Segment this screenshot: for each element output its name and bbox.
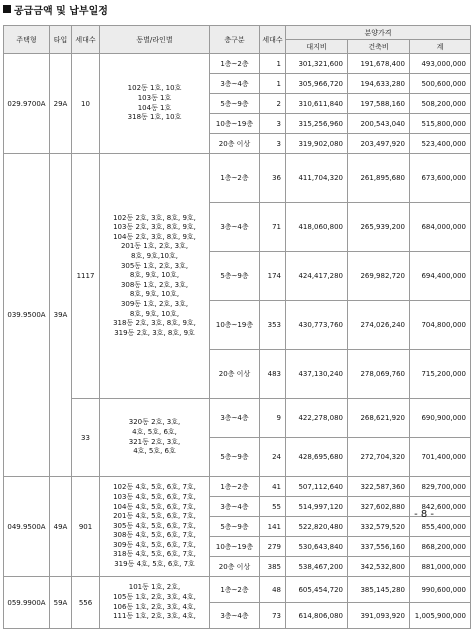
cell-total-price: 855,400,000 [410, 517, 471, 537]
cell-floor-count: 353 [260, 301, 286, 350]
cell-total-price: 523,400,000 [410, 134, 471, 154]
header-housing-type: 주택형 [4, 26, 50, 54]
cell-building-price: 391,093,920 [348, 603, 410, 629]
cell-floor-count: 9 [260, 399, 286, 438]
building-line-text: 201동 4호, 5호, 6호, 7호, [113, 512, 196, 521]
cell-floor-count: 279 [260, 537, 286, 557]
cell-building-lines [100, 577, 210, 629]
cell-total-price: 715,200,000 [410, 350, 471, 399]
cell-floor: 5층~9층 [210, 252, 260, 301]
cell-building-price: 203,497,920 [348, 134, 410, 154]
cell-floor: 3층~4층 [210, 203, 260, 252]
cell-floor-count: 483 [260, 350, 286, 399]
cell-housing-type: 049.9500A [4, 477, 50, 577]
building-line-text: 308동 4호, 5호, 6호, 7호, [113, 531, 196, 540]
building-line-text: 106동 1호, 2호, 3호, 4호, [113, 602, 196, 611]
cell-floor-count: 36 [260, 154, 286, 203]
cell-households: 10 [72, 54, 100, 154]
cell-floor: 1층~2층 [210, 54, 260, 74]
cell-building-price: 269,982,720 [348, 252, 410, 301]
building-line-text: 320동 2호, 3호, [128, 418, 181, 427]
cell-land-price: 411,704,320 [286, 154, 348, 203]
building-line-text: 8호, 9호, 10호, [129, 271, 180, 280]
cell-building-price: 191,678,400 [348, 54, 410, 74]
cell-housing-type: 039.9500A [4, 154, 50, 477]
building-line-text: 8호, 9호, 10호, [129, 309, 180, 318]
cell-floor: 20층 이상 [210, 350, 260, 399]
building-line-text: 319동 4호, 5호, 6호, 7호 [114, 560, 195, 569]
building-line-text: 102동 2호, 3호, 8호, 9호, [113, 213, 196, 222]
cell-type: 49A [50, 477, 72, 577]
cell-floor-count: 73 [260, 603, 286, 629]
cell-building-lines [100, 54, 210, 154]
cell-floor: 3층~4층 [210, 399, 260, 438]
building-line-text: 8호, 9호, 10호, [129, 290, 180, 299]
building-line-text: 102동 4호, 5호, 6호, 7호, [113, 483, 196, 492]
cell-building-price: 197,588,160 [348, 94, 410, 114]
cell-land-price: 437,130,240 [286, 350, 348, 399]
cell-households: 556 [72, 577, 100, 629]
cell-building-price: 342,532,800 [348, 557, 410, 577]
cell-total-price: 694,400,000 [410, 252, 471, 301]
cell-land-price: 522,820,480 [286, 517, 348, 537]
cell-floor: 10층~19층 [210, 301, 260, 350]
table-body [4, 54, 471, 629]
cell-type: 59A [50, 577, 72, 629]
cell-building-price: 194,633,280 [348, 74, 410, 94]
building-line-text: 321동 2호, 3호, [128, 437, 181, 446]
cell-total-price: 500,600,000 [410, 74, 471, 94]
cell-total-price: 704,800,000 [410, 301, 471, 350]
cell-floor: 20층 이상 [210, 557, 260, 577]
cell-land-price: 428,695,680 [286, 438, 348, 477]
cell-households: 901 [72, 477, 100, 577]
cell-floor-count: 3 [260, 114, 286, 134]
cell-total-price: 990,600,000 [410, 577, 471, 603]
header-price: 분양가격 [286, 26, 471, 40]
building-line-text: 309동 4호, 5호, 6호, 7호, [113, 540, 196, 549]
table-row [4, 577, 471, 603]
cell-land-price: 614,806,080 [286, 603, 348, 629]
cell-floor-count: 24 [260, 438, 286, 477]
supply-price-table [3, 25, 471, 629]
building-line-text: 4호, 5호, 6호, [132, 427, 177, 436]
section-title [3, 2, 108, 16]
cell-land-price: 319,902,080 [286, 134, 348, 154]
cell-building-price: 200,543,040 [348, 114, 410, 134]
cell-households: 33 [72, 399, 100, 477]
building-line-text: 103동 2호, 3호, 8호, 9호, [113, 223, 196, 232]
cell-total-price: 508,200,000 [410, 94, 471, 114]
cell-land-price: 530,643,840 [286, 537, 348, 557]
cell-floor: 20층 이상 [210, 134, 260, 154]
building-line-text: 305동 1호, 2호, 3호, [120, 261, 189, 270]
building-line-text: 309동 1호, 2호, 3호, [120, 299, 189, 308]
cell-households: 1117 [72, 154, 100, 399]
header-building: 건축비 [348, 40, 410, 54]
cell-building-price: 385,145,280 [348, 577, 410, 603]
cell-floor: 3층~4층 [210, 497, 260, 517]
cell-building-price: 265,939,200 [348, 203, 410, 252]
cell-total-price: 829,700,000 [410, 477, 471, 497]
building-line-text: 318동 1호, 10호 [127, 113, 182, 122]
cell-land-price: 301,321,600 [286, 54, 348, 74]
cell-total-price: 684,000,000 [410, 203, 471, 252]
cell-floor: 5층~9층 [210, 438, 260, 477]
cell-land-price: 315,256,960 [286, 114, 348, 134]
building-line-text: 104동 2호, 3호, 8호, 9호, [113, 232, 196, 241]
cell-land-price: 538,467,200 [286, 557, 348, 577]
cell-total-price: 868,200,000 [410, 537, 471, 557]
table-header [4, 26, 471, 54]
building-line-text: 308동 1호, 2호, 3호, [120, 280, 189, 289]
cell-total-price: 515,800,000 [410, 114, 471, 134]
building-line-text: 318동 2호, 3호, 8호, 9호, [113, 319, 196, 328]
cell-floor-count: 174 [260, 252, 286, 301]
building-line-text: 201동 1호, 2호, 3호, [120, 242, 189, 251]
building-line-text: 104동 4호, 5호, 6호, 7호, [113, 502, 196, 511]
building-line-text: 103동 4호, 5호, 6호, 7호, [113, 492, 196, 501]
cell-building-lines [100, 399, 210, 477]
cell-total-price: 673,600,000 [410, 154, 471, 203]
cell-total-price: 842,600,000 [410, 497, 471, 517]
cell-land-price: 310,611,840 [286, 94, 348, 114]
cell-floor-count: 385 [260, 557, 286, 577]
building-line-text: 4호, 5호, 6호 [133, 447, 176, 456]
cell-floor: 10층~19층 [210, 537, 260, 557]
square-bullet-icon [3, 5, 11, 13]
cell-building-price: 274,026,240 [348, 301, 410, 350]
cell-floor: 10층~19층 [210, 114, 260, 134]
cell-total-price: 493,000,000 [410, 54, 471, 74]
cell-building-price: 322,587,360 [348, 477, 410, 497]
cell-floor-count: 2 [260, 94, 286, 114]
cell-land-price: 507,112,640 [286, 477, 348, 497]
cell-land-price: 422,278,080 [286, 399, 348, 438]
cell-floor-count: 71 [260, 203, 286, 252]
table-row [4, 154, 471, 203]
header-type: 타입 [50, 26, 72, 54]
cell-floor-count: 3 [260, 134, 286, 154]
cell-floor-count: 48 [260, 577, 286, 603]
cell-building-lines [100, 154, 210, 399]
header-building-line: 동별/라인별 [100, 26, 210, 54]
cell-floor: 5층~9층 [210, 517, 260, 537]
header-floor-group: 층구분 [210, 26, 260, 54]
cell-housing-type: 059.9900A [4, 577, 50, 629]
cell-floor: 3층~4층 [210, 603, 260, 629]
table-row [4, 477, 471, 497]
cell-floor-count: 55 [260, 497, 286, 517]
cell-building-price: 278,069,760 [348, 350, 410, 399]
cell-land-price: 305,966,720 [286, 74, 348, 94]
cell-floor: 1층~2층 [210, 577, 260, 603]
cell-building-price: 332,579,520 [348, 517, 410, 537]
cell-land-price: 514,997,120 [286, 497, 348, 517]
building-line-text: 318동 4호, 5호, 6호, 7호, [113, 550, 196, 559]
cell-floor-count: 41 [260, 477, 286, 497]
cell-floor-count: 141 [260, 517, 286, 537]
cell-building-price: 337,556,160 [348, 537, 410, 557]
cell-housing-type: 029.9700A [4, 54, 50, 154]
table-row [4, 399, 471, 438]
cell-building-price: 327,602,880 [348, 497, 410, 517]
cell-floor-count: 1 [260, 74, 286, 94]
cell-land-price: 605,454,720 [286, 577, 348, 603]
cell-building-price: 268,621,920 [348, 399, 410, 438]
building-line-text: 8호, 9호,10호, [130, 252, 178, 261]
building-line-text: 305동 4호, 5호, 6호, 7호, [113, 521, 196, 530]
cell-type: 29A [50, 54, 72, 154]
building-line-text: 111동 1호, 2호, 3호, 4호, [113, 612, 196, 621]
cell-floor-count: 1 [260, 54, 286, 74]
building-line-text: 104동 1호 [137, 103, 172, 112]
cell-land-price: 418,060,800 [286, 203, 348, 252]
building-line-text: 103동 1호 [137, 93, 172, 102]
cell-floor: 1층~2층 [210, 154, 260, 203]
table-row [4, 54, 471, 74]
header-land: 대지비 [286, 40, 348, 54]
cell-building-price: 272,704,320 [348, 438, 410, 477]
page-number: - 8 - [414, 509, 434, 520]
cell-land-price: 430,773,760 [286, 301, 348, 350]
cell-floor: 1층~2층 [210, 477, 260, 497]
header-households: 세대수 [72, 26, 100, 54]
cell-total-price: 881,000,000 [410, 557, 471, 577]
cell-floor: 5층~9층 [210, 94, 260, 114]
building-line-text: 102동 1호, 10호 [127, 84, 182, 93]
building-line-text: 319동 2호, 3호, 8호, 9호 [114, 328, 195, 337]
building-line-text: 105동 1호, 2호, 3호, 4호, [113, 592, 196, 601]
cell-building-price: 261,895,680 [348, 154, 410, 203]
cell-total-price: 1,005,900,000 [410, 603, 471, 629]
cell-total-price: 701,400,000 [410, 438, 471, 477]
cell-total-price: 690,900,000 [410, 399, 471, 438]
header-floor-households: 세대수 [260, 26, 286, 54]
cell-land-price: 424,417,280 [286, 252, 348, 301]
section-title-text: 공급금액 및 납부일정 [14, 5, 108, 17]
building-line-text: 101동 1호, 2호, [128, 583, 181, 592]
header-total: 계 [410, 40, 471, 54]
cell-floor: 3층~4층 [210, 74, 260, 94]
cell-type: 39A [50, 154, 72, 477]
